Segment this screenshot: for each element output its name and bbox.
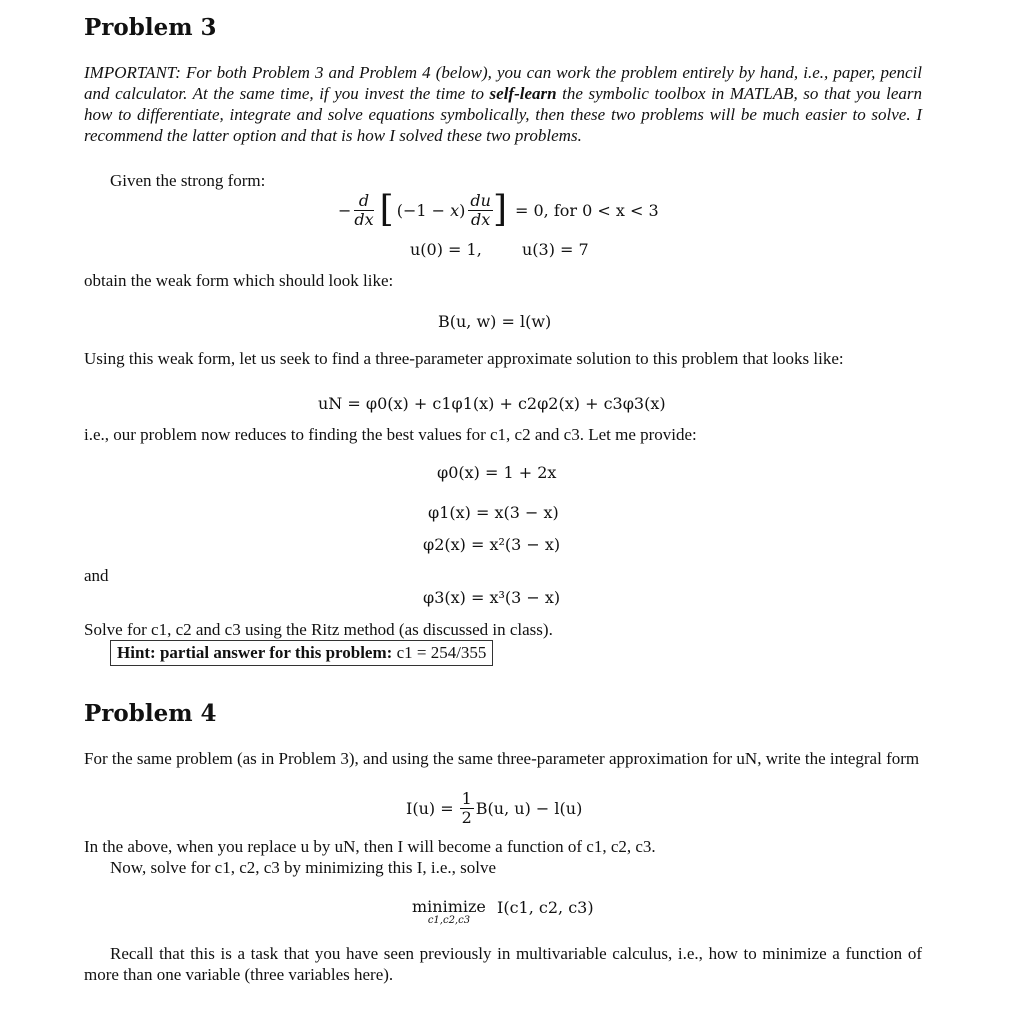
problem-4-title: Problem 4 xyxy=(84,700,217,727)
phi2-equation: φ2(x) = x²(3 − x) xyxy=(423,535,561,554)
important-suffix: the symbolic toolbox in MATLAB, so that you learn how to differentiate, integrate and solve equations symbolically, then these two problems will be much easier to solve. I recommend the latter option and that is how I solved these two problems. xyxy=(84,84,922,145)
given-text: Given the strong form: xyxy=(110,171,266,190)
phi3-equation: φ3(x) = x³(3 − x) xyxy=(423,588,561,607)
important-bold: self-learn xyxy=(489,84,557,103)
minimize-subscript: c1,c2,c3 xyxy=(427,915,471,926)
reduces-text: i.e., our problem now reduces to finding the best values for c1, c2 and c3. Let me provide: xyxy=(84,425,697,444)
important-note xyxy=(84,62,922,146)
hint-label: Hint: partial answer for this problem: xyxy=(117,643,393,662)
minimize-expression xyxy=(412,898,594,926)
solve-text: Solve for c1, c2 and c3 using the Ritz method (as discussed in class). xyxy=(84,620,553,639)
minimize-word: minimize xyxy=(412,897,486,916)
one-half-fraction: $\frac{1}{2}$ xyxy=(461,788,472,827)
integral-form-equation xyxy=(406,788,582,828)
phi1-equation: φ1(x) = x(3 − x) xyxy=(428,503,559,522)
boundary-condition-2: u(3) = 7 xyxy=(522,240,589,259)
d-dx-fraction: $\frac{d}{dx}$ xyxy=(354,190,374,229)
minimize-function: I(c1, c2, c3) xyxy=(497,898,594,917)
weak-form-equation: B(u, w) = l(w) xyxy=(438,312,552,331)
strong-form-rhs: = 0, for 0 < x < 3 xyxy=(515,200,659,220)
integral-lhs: I(u) = xyxy=(406,798,454,818)
du-dx-fraction: $\frac{du}{dx}$ xyxy=(470,190,491,229)
problem-3-title: Problem 3 xyxy=(84,14,217,41)
hint-value: c1 = 254/355 xyxy=(396,643,487,662)
weak-form-intro: obtain the weak form which should look like: xyxy=(84,271,394,290)
integral-rhs: B(u, u) − l(u) xyxy=(475,798,583,818)
seek-text: Using this weak form, let us seek to find a three-parameter approximate solution to this problem that looks like: xyxy=(84,349,844,368)
important-prefix: IMPORTANT: For both Problem 3 and Problem 4 (below), you can work the problem entirely by hand, i.e., paper, pencil and calculator. At the same time, if you invest the time to xyxy=(84,63,922,103)
phi0-equation: φ0(x) = 1 + 2x xyxy=(437,463,557,482)
now-solve-text: Now, solve for c1, c2, c3 by minimizing this I, i.e., solve xyxy=(110,858,497,877)
hint-box xyxy=(110,640,493,666)
problem-4-intro: For the same problem (as in Problem 3), and using the same three-parameter approximation for uN, write the integral form xyxy=(84,749,920,768)
strong-form-equation: − $\frac{d}{dx}$ [ (−1 − x) $\frac{du}{dx}$ ] = 0, for 0 < x < 3 xyxy=(338,189,659,230)
un-equation: uN = φ0(x) + c1φ1(x) + c2φ2(x) + c3φ3(x) xyxy=(318,394,666,413)
boundary-condition-1: u(0) = 1, xyxy=(410,240,482,259)
and-text: and xyxy=(84,566,109,585)
replace-text: In the above, when you replace u by uN, then I will become a function of c1, c2, c3. xyxy=(84,837,656,856)
recall-text: Recall that this is a task that you have seen previously in multivariable calculus, i.e., how to minimize a function of more than one variable (three variables here). xyxy=(84,944,922,984)
